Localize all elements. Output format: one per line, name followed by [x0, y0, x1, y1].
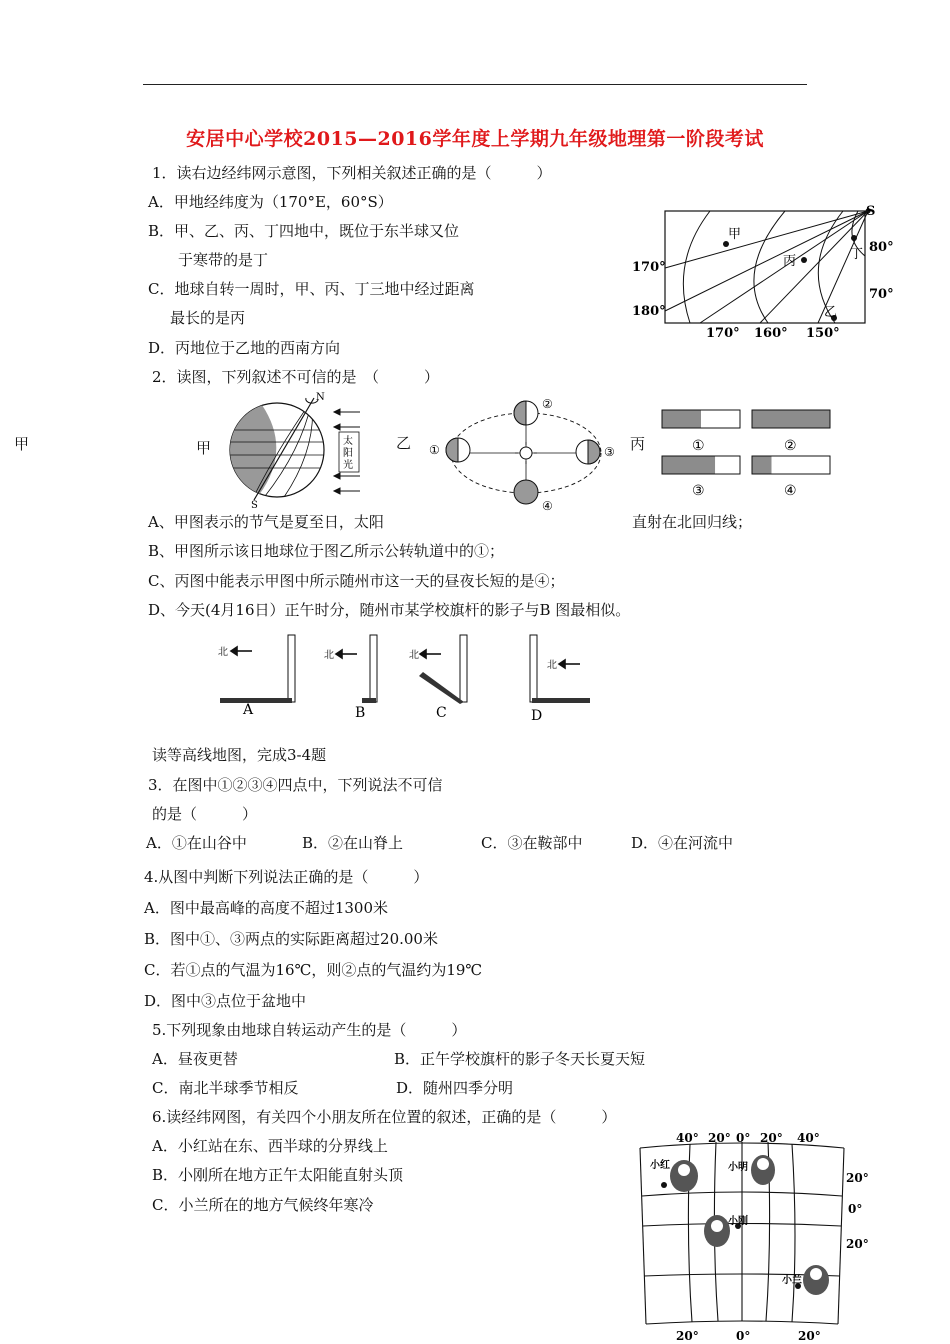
- shadow-label-a: A: [243, 702, 254, 718]
- q3-stem-line2: 的是（ ）: [152, 805, 258, 823]
- fig6-kid-xiaolan: 小兰: [782, 1275, 802, 1286]
- shadow-label-b: B: [355, 705, 366, 721]
- q6-option-a: A．小红站在东、西半球的分界线上: [152, 1137, 388, 1155]
- q4-option-c: C．若①点的气温为16℃，则②点的气温约为19℃: [144, 961, 483, 979]
- q5-option-d: D．随州四季分明: [396, 1079, 514, 1097]
- q4-option-a: A．图中最高峰的高度不超过1300米: [144, 899, 389, 917]
- q2-stem: 2．读图，下列叙述不可信的是 （ ）: [152, 368, 440, 386]
- q34-intro: 读等高线地图，完成3-4题: [152, 746, 327, 764]
- fig6-top-lon-4: 20°: [760, 1131, 783, 1145]
- q2-option-c: C、丙图中能表示甲图中所示随州市这一天的昼夜长短的是④；: [148, 572, 565, 590]
- q2-option-a-left: A、甲图表示的节气是夏至日，太阳: [148, 513, 384, 531]
- q2-orbit-num-4: ④: [542, 499, 553, 513]
- q2-bar-num-2: ②: [784, 438, 797, 454]
- q3-stem-line1: 3．在图中①②③④四点中，下列说法不可信: [148, 776, 443, 794]
- q6-option-b: B．小刚所在地方正午太阳能直射头顶: [152, 1166, 404, 1184]
- q2-globe-north: N: [316, 392, 325, 403]
- q2-bar-num-1: ①: [692, 438, 705, 454]
- fig6-kid-xiaoming: 小明: [728, 1162, 748, 1173]
- q1-option-c-line1: C．地球自转一周时，甲、丙、丁三地中经过距离: [148, 280, 475, 298]
- fig1-lat-80: 80°: [869, 240, 894, 255]
- fig6-bottom-lon-3: 20°: [798, 1329, 821, 1343]
- fig1-point-yi: 乙: [824, 305, 838, 320]
- fig6-bottom-lon-1: 20°: [676, 1329, 699, 1343]
- q2-daylength-bars: [660, 407, 840, 499]
- q4-option-d: D．图中③点位于盆地中: [144, 992, 307, 1010]
- fig6-kid-xiaogang: 小刚: [728, 1216, 748, 1227]
- fig6-top-lon-1: 40°: [676, 1131, 699, 1145]
- q2-option-a-right: 直射在北回归线；: [632, 513, 753, 531]
- q1-option-c-line2: 最长的是丙: [170, 309, 246, 327]
- q2-orbit-num-3: ③: [604, 445, 615, 459]
- q2-globe-south: S: [251, 500, 258, 510]
- fig1-point-bing: 丙: [783, 254, 797, 269]
- shadow-d-north-label: 北: [547, 660, 557, 671]
- q2-shadow-figures: [210, 632, 610, 726]
- q3-option-a: A．①在山谷中: [146, 834, 247, 852]
- q2-bar-fill-3: [662, 456, 715, 474]
- q1-option-b-line2: 于寒带的是丁: [178, 251, 269, 269]
- q6-option-c: C．小兰所在的地方气候终年寒冷: [152, 1196, 374, 1214]
- q2-option-d: D、今天(4月16日）正午时分，随州市某学校旗杆的影子与B 图最相似。: [148, 601, 631, 619]
- q2-fig-label-yi: 乙: [396, 434, 412, 452]
- fig1-point-jia: 甲: [728, 227, 742, 242]
- fig6-top-lon-2: 20°: [708, 1131, 731, 1145]
- q6-latlon-figure: [632, 1128, 872, 1344]
- q2-sunlight-char-2: 阳: [343, 448, 353, 459]
- q5-option-c: C．南北半球季节相反: [152, 1079, 299, 1097]
- fig1-lon-bottom-170: 170°: [706, 326, 740, 341]
- margin-mark: 甲: [14, 435, 30, 453]
- q2-option-b: B、甲图所示该日地球位于图乙所示公转轨道中的①；: [148, 542, 505, 560]
- fig6-right-lat-3: 20°: [846, 1237, 869, 1251]
- q3-option-c: C．③在鞍部中: [481, 834, 583, 852]
- q1-option-b-line1: B．甲、乙、丙、丁四地中，既位于东半球又位: [148, 222, 460, 240]
- fig6-top-lon-5: 40°: [797, 1131, 820, 1145]
- fig6-right-lat-2: 0°: [848, 1202, 863, 1216]
- shadow-label-d: D: [531, 708, 543, 724]
- fig1-lon-bottom-160: 160°: [754, 326, 788, 341]
- fig1-point-ding: 丁: [850, 247, 864, 262]
- q2-fig-label-bing: 丙: [630, 435, 646, 453]
- q2-orbit-num-2: ②: [542, 397, 553, 411]
- q2-orbit-figure: [424, 392, 620, 516]
- page-title: 安居中心学校2015—2016学年度上学期九年级地理第一阶段考试: [186, 128, 764, 150]
- fig6-right-lat-1: 20°: [846, 1171, 869, 1185]
- q5-option-a: A．昼夜更替: [152, 1050, 238, 1068]
- q6-stem: 6.读经纬网图，有关四个小朋友所在位置的叙述，正确的是（ ）: [152, 1108, 617, 1126]
- q4-option-b: B．图中①、③两点的实际距离超过20.00米: [144, 930, 438, 948]
- fig1-lon-left-180: 180°: [632, 304, 666, 319]
- q1-latlon-figure: [628, 198, 898, 348]
- q2-orbit-num-1: ①: [429, 443, 440, 457]
- fig1-lon-bottom-150: 150°: [806, 326, 840, 341]
- fig1-lon-left-170: 170°: [632, 260, 666, 275]
- shadow-a-north-label: 北: [218, 647, 228, 658]
- q2-bar-fill-1: [662, 410, 701, 428]
- shadow-c-north-label: 北: [409, 650, 419, 661]
- q2-sunlight-char-1: 太: [343, 436, 353, 447]
- shadow-label-c: C: [436, 705, 447, 721]
- q3-option-d: D．④在河流中: [631, 834, 734, 852]
- fig6-bottom-lon-2: 0°: [736, 1329, 751, 1343]
- q2-sunlight-char-3: 光: [343, 460, 353, 471]
- shadow-b-north-label: 北: [324, 650, 334, 661]
- q1-option-a: A．甲地经纬度为（170°E，60°S）: [148, 193, 393, 211]
- q2-bar-num-3: ③: [692, 483, 705, 499]
- fig1-pole-label: S: [866, 204, 876, 219]
- q2-bar-fill-4: [752, 456, 772, 474]
- q2-bar-num-4: ④: [784, 483, 797, 499]
- header-rule: [143, 84, 807, 85]
- fig1-lat-70: 70°: [869, 287, 894, 302]
- q2-fig-label-jia: 甲: [196, 439, 212, 457]
- q1-stem: 1．读右边经纬网示意图，下列相关叙述正确的是（ ）: [152, 164, 552, 182]
- q3-option-b: B．②在山脊上: [302, 834, 404, 852]
- q4-stem: 4.从图中判断下列说法正确的是（ ）: [144, 868, 429, 886]
- fig6-top-lon-3: 0°: [736, 1131, 751, 1145]
- fig6-kid-xiaohong: 小红: [650, 1160, 670, 1171]
- q5-option-b: B．正午学校旗杆的影子冬天长夏天短: [394, 1050, 646, 1068]
- q1-option-d: D．丙地位于乙地的西南方向: [148, 339, 341, 357]
- q2-bar-fill-2: [752, 410, 830, 428]
- q2-globe-figure: [222, 390, 372, 510]
- q5-stem: 5.下列现象由地球自转运动产生的是（ ）: [152, 1021, 467, 1039]
